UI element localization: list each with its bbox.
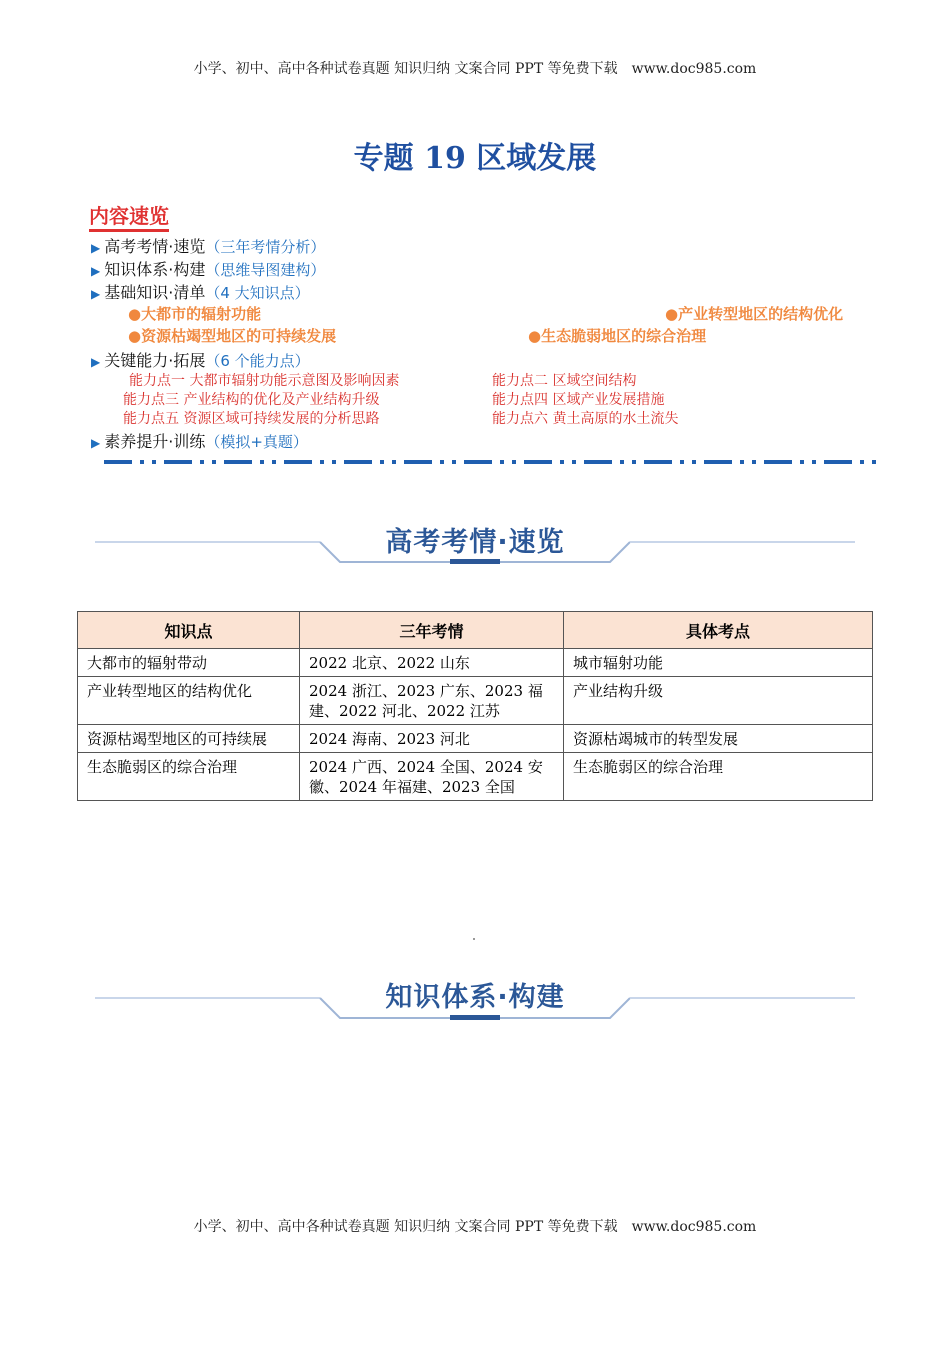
table-cell: 资源枯竭型地区的可持续展 xyxy=(78,725,300,753)
triangle-icon: ▶ xyxy=(91,355,101,369)
triangle-icon: ▶ xyxy=(91,264,101,278)
knowledge-point: ●大都市的辐射功能 xyxy=(128,305,262,323)
toc-item-basic-knowledge[interactable]: ▶ 基础知识·清单（4 大知识点） xyxy=(91,283,310,302)
table-cell: 大都市的辐射带动 xyxy=(78,649,300,677)
table-cell: 资源枯竭城市的转型发展 xyxy=(564,725,873,753)
table-cell: 生态脆弱区的综合治理 xyxy=(564,753,873,801)
page-footer: 小学、初中、高中各种试卷真题 知识归纳 文案合同 PPT 等免费下载 www.doc985.com xyxy=(193,1219,757,1235)
toc-item-exam-overview[interactable]: ▶ 高考考情·速览（三年考情分析） xyxy=(91,237,326,256)
table-row xyxy=(78,753,873,801)
table-row xyxy=(78,725,873,753)
ability-point: 能力点四 区域产业发展措施 xyxy=(492,392,665,408)
knowledge-point: ●生态脆弱地区的综合治理 xyxy=(528,327,707,345)
table-cell: 城市辐射功能 xyxy=(564,649,873,677)
triangle-icon: ▶ xyxy=(91,287,101,301)
exam-table xyxy=(77,611,873,801)
knowledge-point: ●资源枯竭型地区的可持续发展 xyxy=(128,327,337,345)
ability-point: 能力点一 大都市辐射功能示意图及影响因素 xyxy=(129,373,400,389)
table-row xyxy=(78,649,873,677)
ability-point: 能力点三 产业结构的优化及产业结构升级 xyxy=(123,392,380,408)
dashed-divider xyxy=(104,460,884,464)
knowledge-point: ●产业转型地区的结构优化 xyxy=(665,305,844,323)
page-title: 专题 19 区域发展 xyxy=(353,141,597,176)
column-header: 三年考情 xyxy=(300,612,564,649)
toc-heading: 内容速览 xyxy=(89,203,169,232)
triangle-icon: ▶ xyxy=(91,436,101,450)
ability-point: 能力点二 区域空间结构 xyxy=(492,373,637,389)
section-title-exam-overview: 高考考情·速览 xyxy=(385,527,565,558)
table-cell: 2024 广西、2024 全国、2024 安徽、2024 年福建、2023 全国 xyxy=(300,753,564,801)
table-cell: 2024 浙江、2023 广东、2023 福建、2022 河北、2022 江苏 xyxy=(300,677,564,725)
table-cell: 产业转型地区的结构优化 xyxy=(78,677,300,725)
toc-item-knowledge-system[interactable]: ▶ 知识体系·构建（思维导图建构） xyxy=(91,260,326,279)
ability-point: 能力点五 资源区域可持续发展的分析思路 xyxy=(123,411,380,427)
table-header-row xyxy=(78,612,873,649)
table-cell: 产业结构升级 xyxy=(564,677,873,725)
toc-item-practice[interactable]: ▶ 素养提升·训练（模拟+真题） xyxy=(91,432,308,451)
table-row xyxy=(78,677,873,725)
table-cell: 生态脆弱区的综合治理 xyxy=(78,753,300,801)
section-title-knowledge-system: 知识体系·构建 xyxy=(385,982,565,1013)
page-header: 小学、初中、高中各种试卷真题 知识归纳 文案合同 PPT 等免费下载 www.doc985.com xyxy=(193,61,757,77)
toc-item-key-abilities[interactable]: ▶ 关键能力·拓展（6 个能力点） xyxy=(91,351,310,370)
table-cell: 2024 海南、2023 河北 xyxy=(300,725,564,753)
ability-point: 能力点六 黄土高原的水土流失 xyxy=(492,411,679,427)
column-header: 知识点 xyxy=(78,612,300,649)
triangle-icon: ▶ xyxy=(91,241,101,255)
table-cell: 2022 北京、2022 山东 xyxy=(300,649,564,677)
stray-dot xyxy=(473,938,475,940)
column-header: 具体考点 xyxy=(564,612,873,649)
